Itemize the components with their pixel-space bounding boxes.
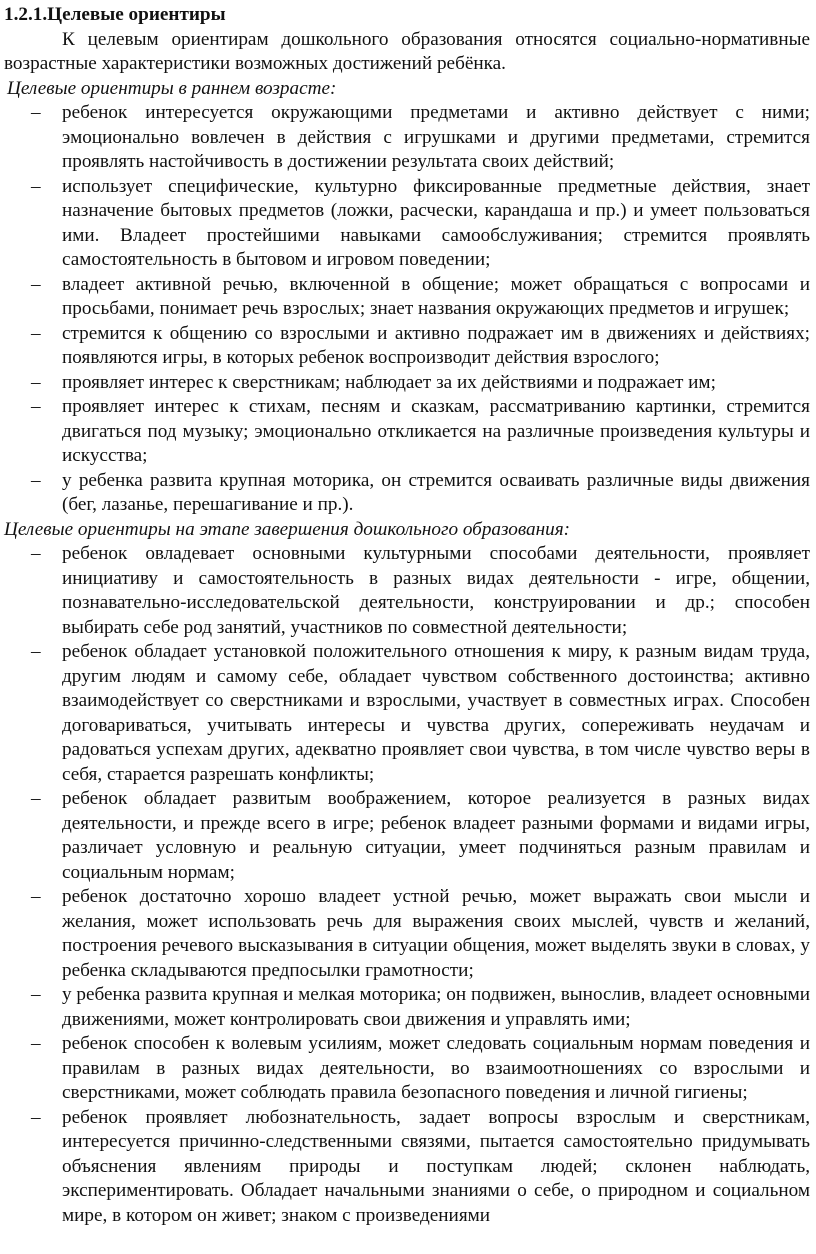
preschool-completion-list bbox=[4, 542, 810, 1228]
list-item: – владеет активной речью, включенной в общение; может обращаться с вопросами и просьбами, понимает речь взрослых; знает названия окружающих предметов и игрушек; bbox=[4, 273, 810, 322]
list-item: – проявляет интерес к сверстникам; наблюдает за их действиями и подражает им; bbox=[4, 371, 810, 396]
early-age-subheading: Целевые ориентиры в раннем возрасте: bbox=[7, 77, 337, 99]
list-item: – ребенок обладает развитым воображением, которое реализуется в разных видах деятельности, и прежде всего в игре; ребенок владеет разными формами и видами игры, различает условную и реальную ситуации, умеет подчиняться разным правилам и социальным нормам; bbox=[4, 787, 810, 885]
preschool-completion-subheading: Целевые ориентиры на этапе завершения дошкольного образования: bbox=[4, 518, 571, 540]
list-item: – использует специфические, культурно фиксированные предметные действия, знает назначение бытовых предметов (ложки, расчески, карандаша и пр.) и умеет пользоваться ими. Владеет простейшими навыками самообслуживания; стремится проявлять самостоятельность в бытовом и игровом поведении; bbox=[4, 175, 810, 273]
list-item: – ребенок достаточно хорошо владеет устной речью, может выражать свои мысли и желания, может использовать речь для выражения своих мыслей, чувств и желаний, построения речевого высказывания в ситуации общения, может выделять звуки в словах, у ребенка складываются предпосылки грамотности; bbox=[4, 885, 810, 983]
list-item: – у ребенка развита крупная и мелкая моторика; он подвижен, вынослив, владеет основными движениями, может контролировать свои движения и управлять ими; bbox=[4, 983, 810, 1032]
intro-paragraph: К целевым ориентирам дошкольного образования относятся социально-нормативные возрастные характеристики возможных достижений ребёнка. bbox=[4, 28, 810, 74]
list-item: – проявляет интерес к стихам, песням и сказкам, рассматриванию картинки, стремится двигаться под музыку; эмоционально откликается на различные произведения культуры и искусства; bbox=[4, 395, 810, 469]
list-item: – ребенок овладевает основными культурными способами деятельности, проявляет инициативу и самостоятельность в разных видах деятельности - игре, общении, познавательно-исследовательской деятельности, конструировании и др.; способен выбирать себе род занятий, участников по совместной деятельности; bbox=[4, 542, 810, 640]
list-item: – у ребенка развита крупная моторика, он стремится осваивать различные виды движения (бег, лазанье, перешагивание и пр.). bbox=[4, 469, 810, 518]
list-item: – ребенок обладает установкой положительного отношения к миру, к разным видам труда, другим людям и самому себе, обладает чувством собственного достоинства; активно взаимодействует со сверстниками и взрослыми, участвует в совместных играх. Способен договариваться, учитывать интересы и чувства других, сопереживать неудачам и радоваться успехам других, адекватно проявляет свои чувства, в том числе чувство веры в себя, старается разрешать конфликты; bbox=[4, 640, 810, 787]
list-item: – ребенок проявляет любознательность, задает вопросы взрослым и сверстникам, интересуется причинно-следственными связями, пытается самостоятельно придумывать объяснения явлениям природы и поступкам людей; склонен наблюдать, экспериментировать. Обладает начальными знаниями о себе, о природном и социальном мире, в котором он живет; знаком с произведениями bbox=[4, 1106, 810, 1229]
section-heading: 1.2.1.Целевые ориентиры bbox=[4, 4, 226, 25]
list-item: – стремится к общению со взрослыми и активно подражает им в движениях и действиях; появляются игры, в которых ребенок воспроизводит действия взрослого; bbox=[4, 322, 810, 371]
early-age-list bbox=[4, 101, 810, 518]
list-item: – ребенок интересуется окружающими предметами и активно действует с ними; эмоционально вовлечен в действия с игрушками и другими предметами, стремится проявлять настойчивость в достижении результата своих действий; bbox=[4, 101, 810, 175]
list-item: – ребенок способен к волевым усилиям, может следовать социальным нормам поведения и правилам в разных видах деятельности, во взаимоотношениях со взрослыми и сверстниками, может соблюдать правила безопасного поведения и личной гигиены; bbox=[4, 1032, 810, 1106]
